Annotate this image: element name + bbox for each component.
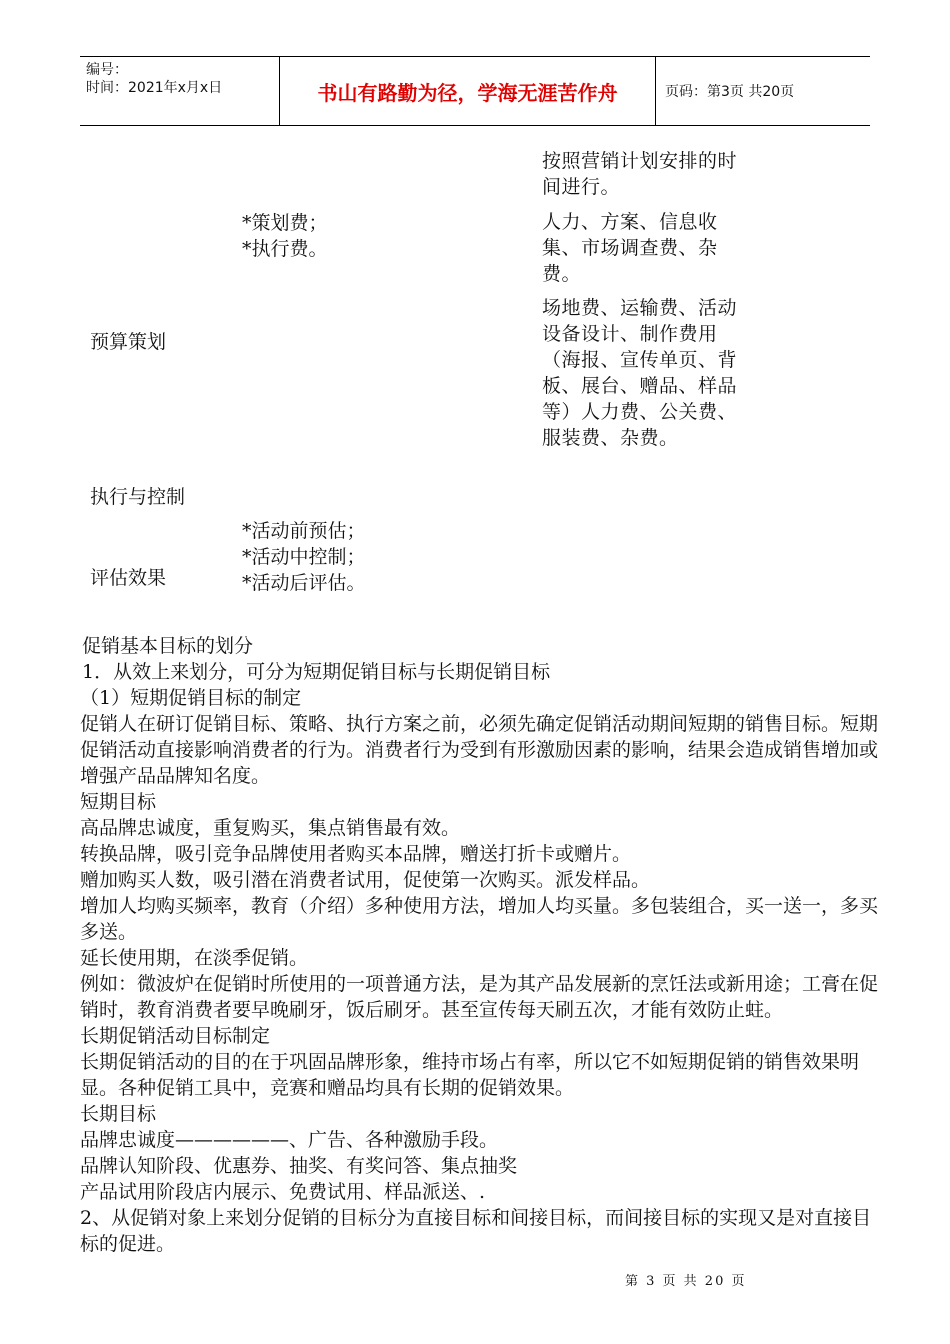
body-line: 品牌认知阶段、优惠券、抽奖、有奖问答、集点抽奖 xyxy=(80,1155,518,1177)
label-execution-control: 执行与控制 xyxy=(90,486,186,508)
label-evaluation: 评估效果 xyxy=(90,567,167,589)
body-line: 高品牌忠诚度，重复购买，集点销售最有效。 xyxy=(80,817,461,839)
cost-item-planning: *策划费； xyxy=(242,212,328,234)
page-header xyxy=(80,56,870,126)
cost-item-execution: *执行费。 xyxy=(242,238,328,260)
body-line: 2、从促销对象上来划分促销的目标分为直接目标和间接目标，而间接目标的实现又是对直接目标的促进。 xyxy=(80,1207,872,1255)
eval-step-during: *活动中控制； xyxy=(242,546,366,568)
header-page-info: 页码：第3页 共20页 xyxy=(665,84,795,100)
label-budget-planning: 预算策划 xyxy=(90,331,167,353)
body-line: 例如：微波炉在促销时所使用的一项普通方法，是为其产品发展新的烹饪法或新用途；工膏在促销时，教育消费者要早晚刷牙，饭后刷牙。甚至宣传每天刷五次，才能有效防止蛀。 xyxy=(80,973,879,1021)
body-line: 赠加购买人数，吸引潜在消费者试用，促使第一次购买。派发样品。 xyxy=(80,869,651,891)
header-meta xyxy=(80,57,280,125)
number-label: 编号： xyxy=(86,62,128,78)
body-line: 延长使用期，在淡季促销。 xyxy=(80,947,309,969)
cost-items xyxy=(242,210,328,262)
planning-cost-detail: 人力、方案、信息收集、市场调查费、杂费。 xyxy=(542,211,718,285)
cost-timing-text: 按照营销计划安排的时间进行。 xyxy=(542,150,738,198)
body-line: 转换品牌，吸引竞争品牌使用者购买本品牌，赠送打折卡或赠片。 xyxy=(80,843,632,865)
body-line: （1）短期促销目标的制定 xyxy=(80,687,302,709)
body-text xyxy=(80,633,880,1257)
body-line: 长期目标 xyxy=(80,1103,157,1125)
body-line: 促销人在研订促销目标、策略、执行方案之前，必须先确定促销活动期间短期的销售目标。短期促销活动直接影响消费者的行为。消费者行为受到有形激励因素的影响，结果会造成销售增加或增强产品品牌知名度。 xyxy=(80,713,879,787)
eval-step-before: *活动前预估； xyxy=(242,520,366,542)
body-line: 品牌忠诚度——————、广告、各种激励手段。 xyxy=(80,1129,499,1151)
body-line: 产品试用阶段店内展示、免费试用、样品派送、. xyxy=(80,1181,486,1203)
eval-step-after: *活动后评估。 xyxy=(242,572,366,594)
execution-cost-detail: 场地费、运输费、活动设备设计、制作费用（海报、宣传单页、背板、展台、赠品、样品等）人力费、公关费、服装费、杂费。 xyxy=(542,297,738,449)
body-line: 增加人均购买频率，教育（介绍）多种使用方法，增加人均买量。多包装组合，买一送一，多买多送。 xyxy=(80,895,879,943)
header-motto: 书山有路勤为径，学海无涯苦作舟 xyxy=(280,57,656,125)
body-line: 促销基本目标的划分 xyxy=(82,635,254,657)
evaluation-steps xyxy=(242,518,366,596)
page-footer: 第 3 页 共 20 页 xyxy=(625,1274,747,1289)
body-line: 短期目标 xyxy=(80,791,157,813)
body-line: 长期促销活动的目的在于巩固品牌形象，维持市场占有率，所以它不如短期促销的销售效果明显。各种促销工具中，竞赛和赠品均具有长期的促销效果。 xyxy=(80,1051,860,1099)
body-line: 长期促销活动目标制定 xyxy=(80,1025,271,1047)
body-line: 1．从效上来划分，可分为短期促销目标与长期促销目标 xyxy=(82,661,551,683)
date-label: 时间：2021年x月x日 xyxy=(86,80,223,96)
